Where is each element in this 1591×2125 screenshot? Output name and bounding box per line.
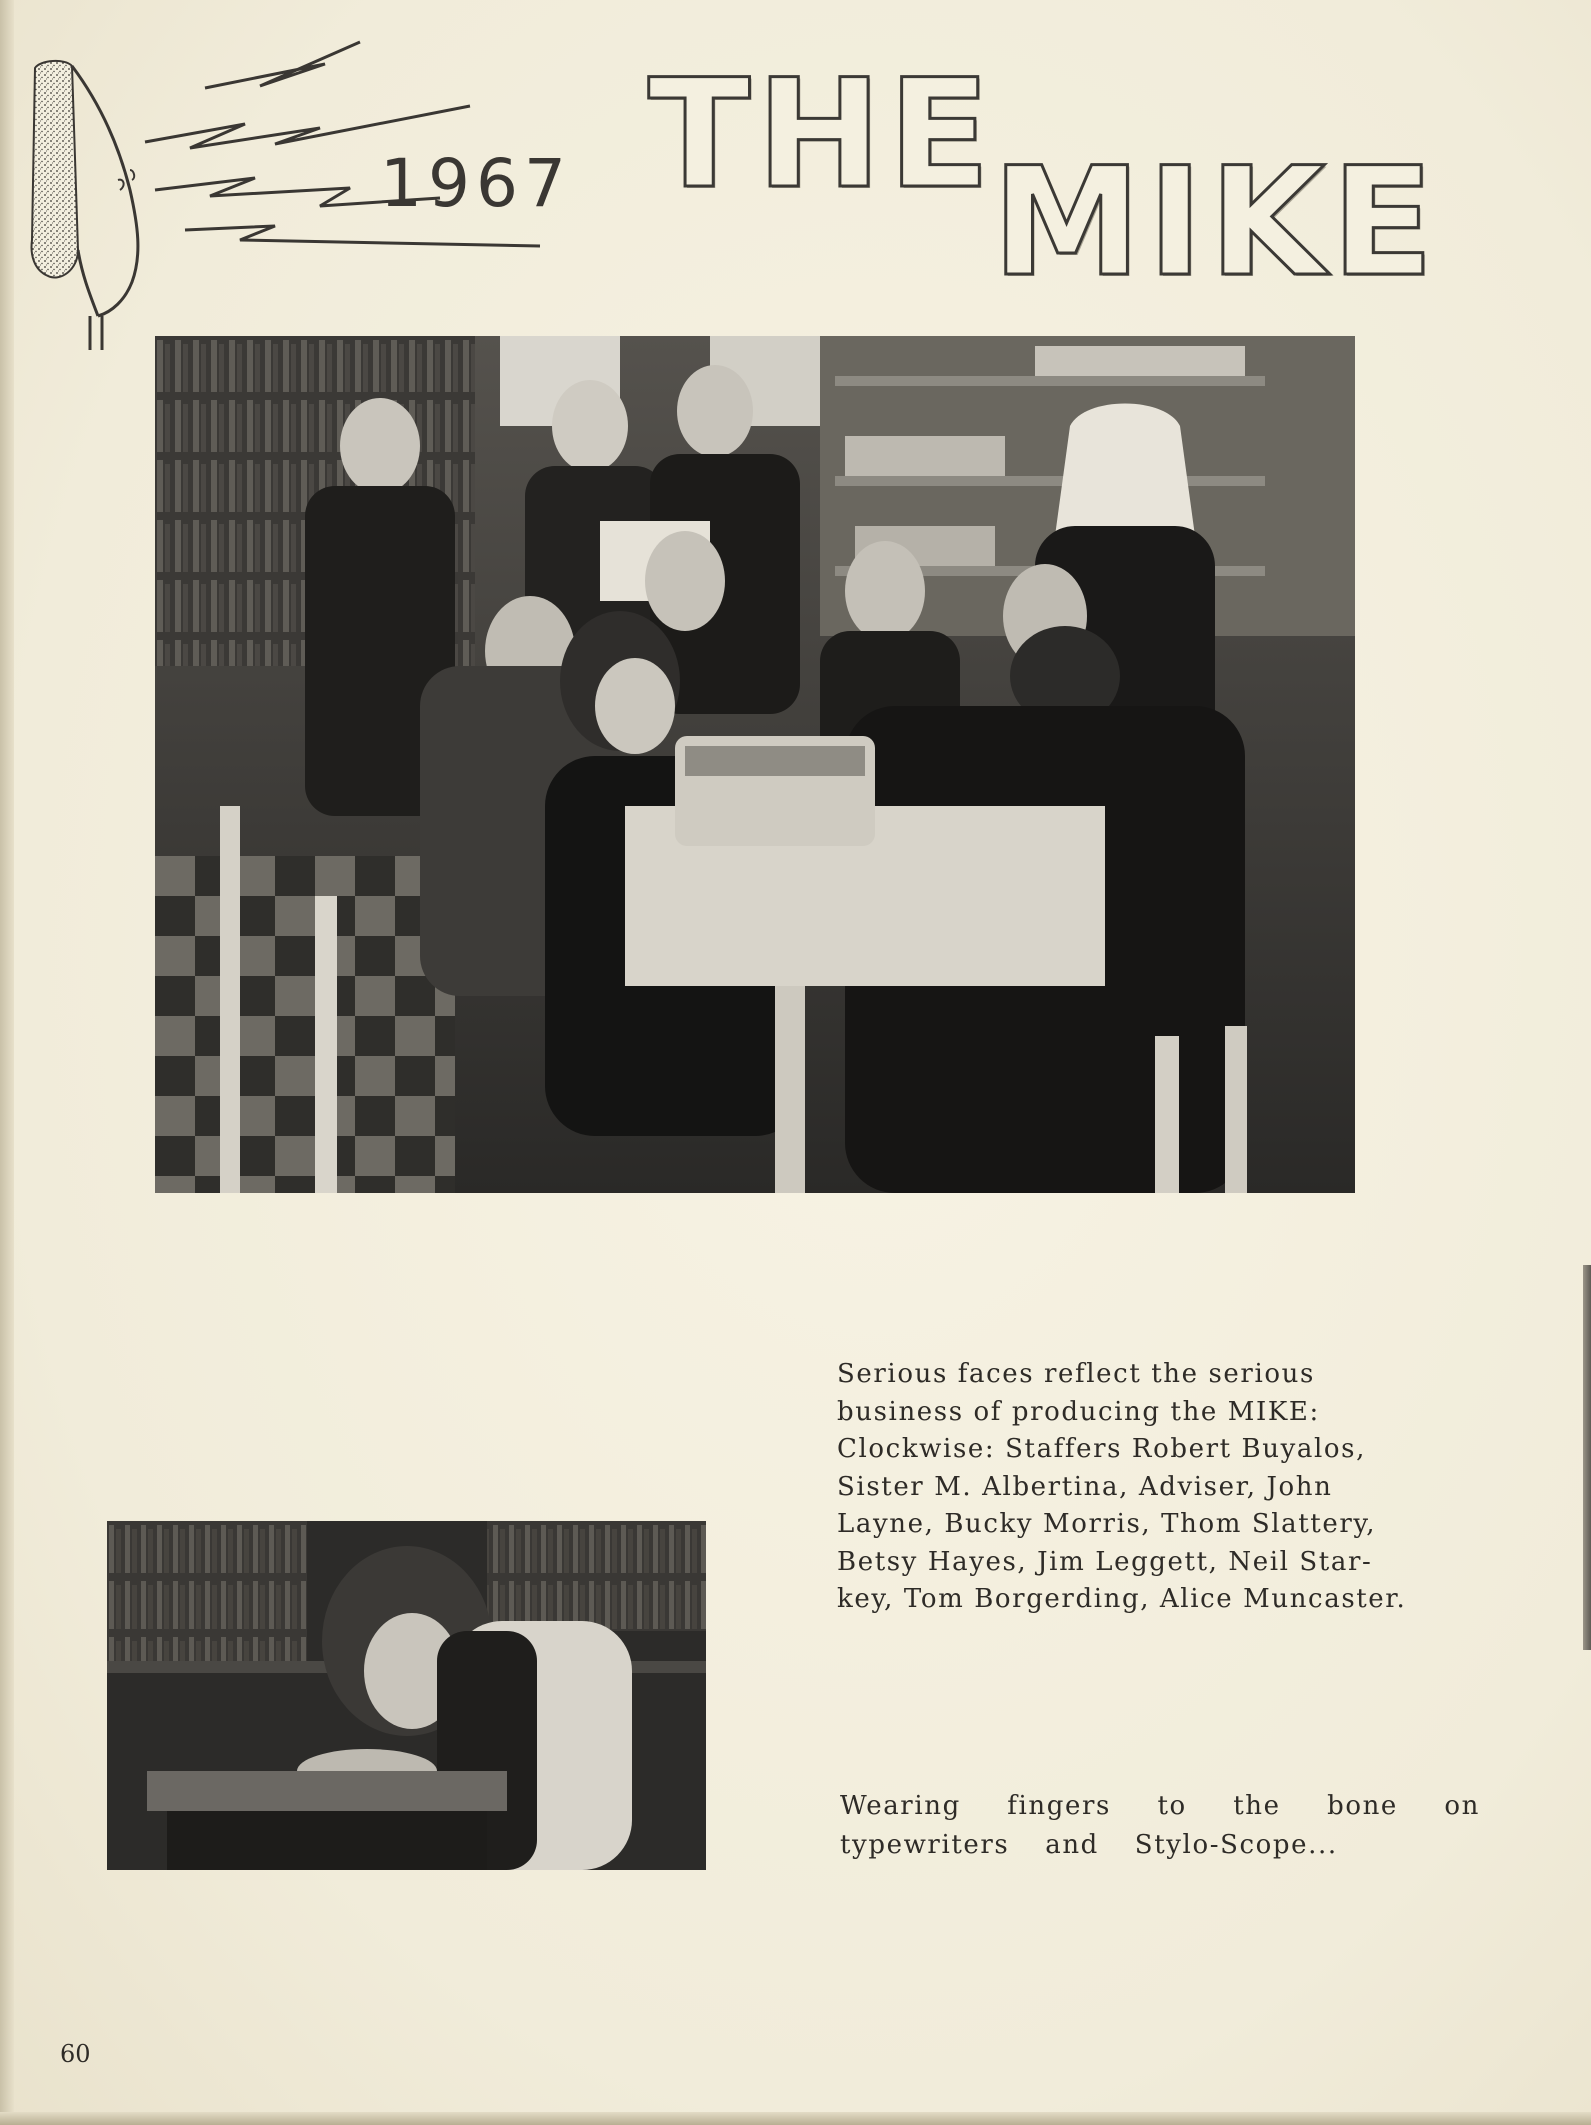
main-photo (155, 336, 1355, 1193)
page-bottom-edge (0, 2112, 1591, 2125)
page-edge-tab (1583, 1265, 1591, 1650)
caption-line: Serious faces reflect the serious (837, 1359, 1315, 1389)
small-photo (107, 1521, 706, 1870)
caption-line: Betsy Hayes, Jim Leggett, Neil Star- (837, 1546, 1373, 1577)
caption-line: key, Tom Borgerding, Alice Muncaster. (837, 1584, 1407, 1614)
year-heading: 1967 (380, 145, 572, 222)
title-mike: MIKE (992, 136, 1440, 310)
caption-line: business of producing the MIKE: (837, 1396, 1320, 1427)
page-gutter (0, 0, 14, 2125)
main-caption (837, 1356, 1497, 1619)
caption-line: Clockwise: Staffers Robert Buyalos, (837, 1434, 1366, 1464)
page-number: 60 (60, 2040, 91, 2068)
small-caption-line-1: Wearing fingers to the bone on (840, 1791, 1480, 1821)
caption-line: Sister M. Albertina, Adviser, John (837, 1471, 1333, 1502)
small-caption-line-2: typewriters and Stylo-Scope... (840, 1830, 1338, 1860)
main-photo-scene (155, 336, 1355, 1193)
title-the: THE (648, 48, 997, 222)
small-photo-scene (107, 1521, 706, 1870)
caption-line: Layne, Bucky Morris, Thom Slattery, (837, 1509, 1377, 1539)
